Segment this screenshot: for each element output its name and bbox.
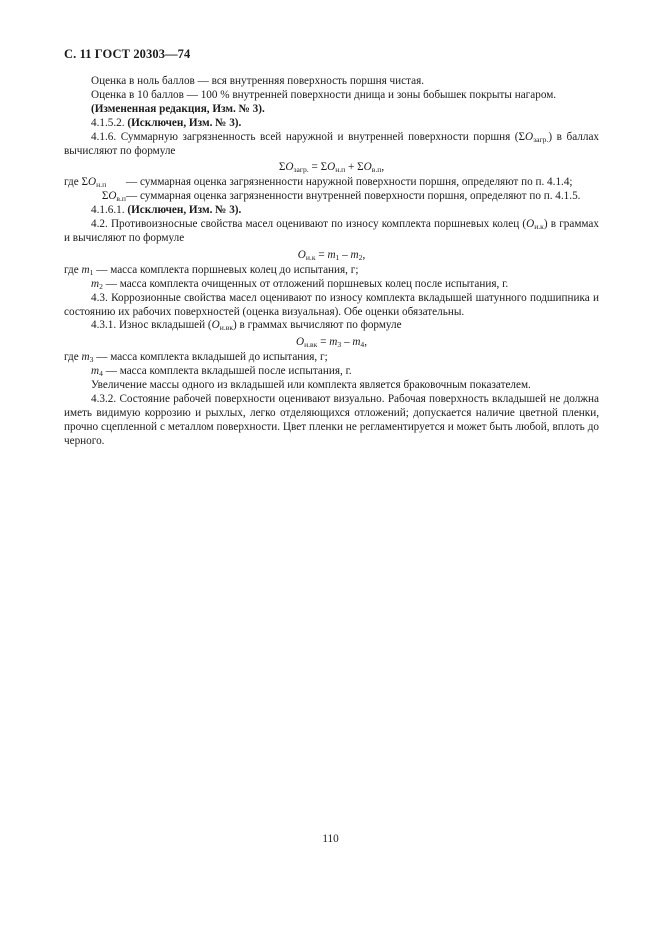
where-text: — суммарная оценка загрязненности внутренней поверхности поршня, определяют по п. 4.1.5.: [126, 190, 581, 203]
symbol-o: О: [525, 130, 534, 143]
page-number: 110: [322, 833, 339, 845]
where-symbol: m: [91, 277, 100, 290]
clause-text: (Исключен, Изм. № 3).: [127, 116, 242, 129]
amendment-note: (Измененная редакция, Изм. № 3).: [91, 102, 265, 115]
formula-subscript: 2: [358, 253, 363, 262]
formula-symbol: О: [295, 336, 305, 349]
formula-subscript: 4: [360, 340, 365, 350]
clause-4-1-5-2: [64, 117, 599, 131]
document-body: [64, 75, 599, 449]
symbol-sub: и.вк: [219, 323, 234, 333]
clause-4-1-6-1: [64, 204, 599, 218]
where-lead: Σ: [101, 190, 109, 203]
where-subscript: 4: [99, 369, 103, 379]
formula-ring-wear: [64, 249, 599, 263]
where-subscript: н.п: [96, 180, 107, 190]
page-header: С. 11 ГОСТ 20303—74: [64, 47, 191, 61]
where-symbol: О: [88, 176, 97, 189]
formula-symbol: m: [327, 248, 336, 261]
where-item-outer: [64, 176, 599, 190]
where-item-m2: [64, 278, 599, 292]
clause-4-3-2: 4.3.2. Состояние рабочей поверхности оценивают визуально. Рабочая поверхность вкладышей не должна иметь видимую коррозию и рыхлых, легко отделяющихся отложений; допускается наличие цветной пленки, прочно сцепленной с металлом поверхности. Цвет пленки не регламентируется и может быть любой, вплоть до черного.: [64, 392, 599, 447]
formula-operator: + Σ: [345, 161, 364, 174]
formula-symbol: О: [327, 161, 336, 174]
formula-punctuation: ,: [364, 336, 368, 349]
where-subscript: в.п: [116, 194, 126, 204]
where-text: — масса комплекта очищенных от отложений поршневых колец после испытания, г.: [102, 277, 509, 290]
where-text: — суммарная оценка загрязненности наружной поверхности поршня, определяют по п. 4.1.4;: [126, 176, 573, 189]
clause-number: 4.1.5.2.: [91, 116, 125, 129]
clause-text-b: ) в граммах и вычисляют по формуле: [64, 218, 599, 244]
symbol-sub: и.к: [534, 222, 544, 232]
formula-operator: –: [339, 248, 351, 261]
where-label: [64, 176, 126, 190]
where-subscript: 3: [89, 355, 94, 365]
where-item-m1: [64, 264, 599, 278]
where-symbol: m: [81, 351, 90, 364]
formula-subscript: в.п: [371, 165, 382, 175]
where-text: — масса комплекта поршневых колец до испытания, г;: [93, 263, 359, 276]
formula-sigma: Σ: [278, 161, 286, 174]
where-symbol: m: [91, 365, 100, 378]
formula-subscript: 3: [337, 340, 342, 350]
symbol-sub: загр.: [533, 134, 549, 144]
formula-subscript: н.п: [335, 165, 346, 175]
where-symbol: О: [108, 190, 117, 203]
clause-text: (Исключен, Изм. № 3).: [127, 204, 242, 217]
paragraph-zero-score: Оценка в ноль баллов — вся внутренняя поверхность поршня чистая.: [91, 75, 425, 87]
formula-subscript: загр.: [293, 165, 309, 175]
paragraph-reject-criterion: Увеличение массы одного из вкладышей или комплекта является браковочным показателем.: [91, 379, 531, 392]
formula-symbol: m: [352, 336, 361, 349]
formula-symbol: О: [285, 161, 294, 174]
symbol-o: О: [211, 319, 220, 332]
where-subscript: 2: [99, 281, 103, 291]
formula-bearing-wear: [64, 336, 599, 350]
where-lead: где: [64, 351, 82, 364]
where-text: — масса комплекта вкладышей после испытания, г.: [102, 365, 352, 378]
formula-operator: –: [341, 336, 353, 349]
where-text: — масса комплекта вкладышей до испытания, г;: [93, 351, 328, 364]
clause-4-3-1: [64, 319, 599, 333]
formula-total-contamination: [64, 161, 599, 175]
where-lead: где Σ: [64, 176, 88, 189]
symbol-o: О: [526, 218, 535, 231]
where-item-m4: [64, 365, 599, 379]
clause-text-b: ) в баллах вычисляют по формуле: [64, 130, 599, 157]
clause-text-a: 4.1.6. Суммарную загрязненность всей наружной и внутренней поверхности поршня (Σ: [91, 130, 526, 143]
clause-4-1-6: [64, 131, 599, 159]
clause-number: 4.1.6.1.: [91, 204, 125, 217]
formula-operator: = Σ: [308, 161, 328, 174]
where-subscript: 1: [89, 267, 94, 277]
clause-text-b: ) в граммах вычисляют по формуле: [233, 319, 402, 332]
clause-text-a: 4.3.1. Износ вкладышей (: [91, 319, 212, 332]
clause-text-a: 4.2. Противоизносные свойства масел оценивают по износу комплекта поршневых колец (: [91, 218, 527, 231]
where-label: [64, 190, 126, 204]
formula-operator: =: [317, 336, 330, 349]
paragraph-ten-score: Оценка в 10 баллов — 100 % внутренней поверхности днища и зоны бобышек покрыты нагаром.: [91, 88, 557, 101]
formula-punctuation: ,: [381, 161, 385, 174]
where-lead: где: [64, 263, 82, 276]
formula-subscript: и.вк: [304, 340, 318, 350]
formula-symbol: О: [297, 248, 306, 261]
formula-punctuation: ,: [362, 248, 366, 261]
clause-4-3: 4.3. Коррозионные свойства масел оценивают по износу комплекта вкладышей шатунного подшипника и состоянию их рабочих поверхностей (оценка визуальная). Обе оценки обязательны.: [64, 291, 599, 318]
where-item-inner: [64, 190, 599, 204]
where-symbol: m: [81, 263, 90, 276]
where-item-m3: [64, 351, 599, 365]
formula-subscript: 1: [335, 253, 340, 262]
formula-subscript: и.к: [305, 253, 316, 262]
clause-4-2: [64, 218, 599, 246]
formula-symbol: О: [363, 161, 372, 174]
formula-operator: =: [315, 248, 328, 261]
formula-symbol: m: [329, 336, 338, 349]
formula-symbol: m: [350, 248, 359, 261]
